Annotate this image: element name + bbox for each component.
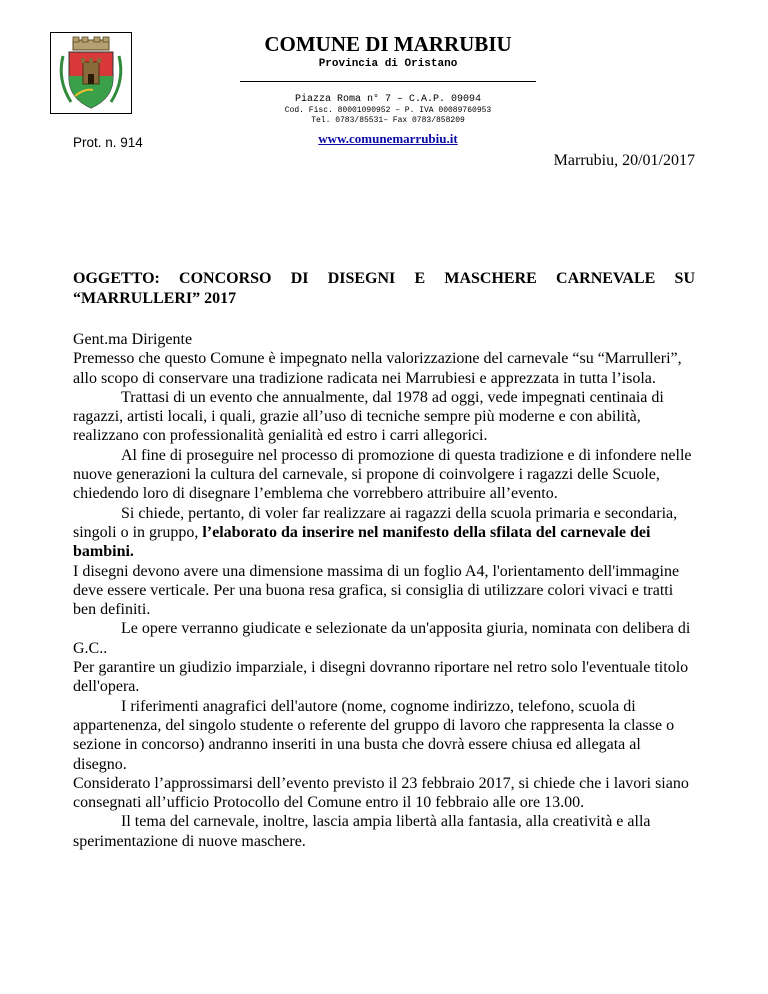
paragraph-7: Per garantire un giudizio imparziale, i disegni dovranno riportare nel retro solo l'eventuale titolo dell'opera. [73,659,689,696]
paragraph-10: Il tema del carnevale, inoltre, lascia ampia libertà alla fantasia, alla creatività e alla sperimentazione di nuove maschere. [73,813,651,850]
paragraph-3: Al fine di proseguire nel processo di promozione di questa tradizione e di infondere nelle nuove generazioni la cultura del carnevale, si propone di coinvolgere i ragazzi delle Scuole, chiedendo loro di disegnare l’emblema che vorrebbero attribuire all’evento. [73,446,692,503]
paragraph-2: Trattasi di un evento che annualmente, dal 1978 ad oggi, vede impegnati centinaia di ragazzi, artisti locali, i quali, grazie all’uso di tecniche sempre più moderne e con abilità, realizzano con professionalità genialità ed estro i carri allegorici. [73,388,664,445]
subject-line-1: OGGETTO: CONCORSO DI DISEGNI E MASCHERE CARNEVALE SU [73,270,695,287]
protocol-number: Prot. n. 914 [73,135,143,150]
paragraph-5: I disegni devono avere una dimensione massima di un foglio A4, l'orientamento dell'immagine deve essere verticale. Per una buona resa grafica, si consiglia di utilizzare colori vivaci e tratti ben definiti. [73,562,680,619]
subject-line-2: “MARRULLERI” 2017 [73,290,237,307]
salutation: Gent.ma Dirigente [73,331,193,348]
address-line: Piazza Roma n° 7 – C.A.P. 09094 [294,94,482,105]
paragraph-8: I riferimenti anagrafici dell'autore (nome, cognome indirizzo, telefono, scuola di appartenenza, del singolo studente o referente del gruppo di lavoro che rappresenta la classe o sezione in concorso) andranno inseriti in una busta che dovrà essere chiusa ed allegata al disegno. [73,697,675,773]
municipality-name: COMUNE DI MARRUBIU [264,32,512,56]
letterhead [240,32,536,148]
subject-heading [73,269,695,309]
paragraph-6: Le opere verranno giudicate e selezionate da un'apposita giuria, nominata con delibera di G.C.. [73,620,691,657]
paragraph-4 [73,504,695,562]
coat-of-arms-icon [55,36,127,110]
province-name: Provincia di Oristano [318,58,458,70]
paragraph-4-emphasis: l’elaborato da inserire nel manifesto della sfilata del carnevale dei bambini. [73,523,651,561]
website-link[interactable]: www.comunemarrubiu.it [318,131,458,146]
fiscal-code-line: Cod. Fisc. 80001090952 – P. IVA 00089760953 [284,106,492,115]
paragraph-1: Premesso che questo Comune è impegnato nella valorizzazione del carnevale “su “Marrulleri”, allo scopo di conservare una tradizione radicata nei Marrubiesi e apprezzata in tutta l’isola. [73,350,682,387]
phone-fax-line: Tel. 0783/85531– Fax 0783/858209 [311,116,465,125]
letter-body [73,330,695,851]
letterhead-divider [240,81,536,82]
municipal-crest-logo [50,32,132,114]
paragraph-4-text: Si chiede, pertanto, di voler far realizzare ai ragazzi della scuola primaria e secondaria, singoli o in gruppo, [73,504,678,541]
place-and-date: Marrubiu, 20/01/2017 [553,152,695,169]
paragraph-9: Considerato l’approssimarsi dell’evento previsto il 23 febbraio 2017, si chiede che i lavori siano consegnati all’ufficio Protocollo del Comune entro il 10 febbraio alle ore 13.00. [73,774,689,812]
